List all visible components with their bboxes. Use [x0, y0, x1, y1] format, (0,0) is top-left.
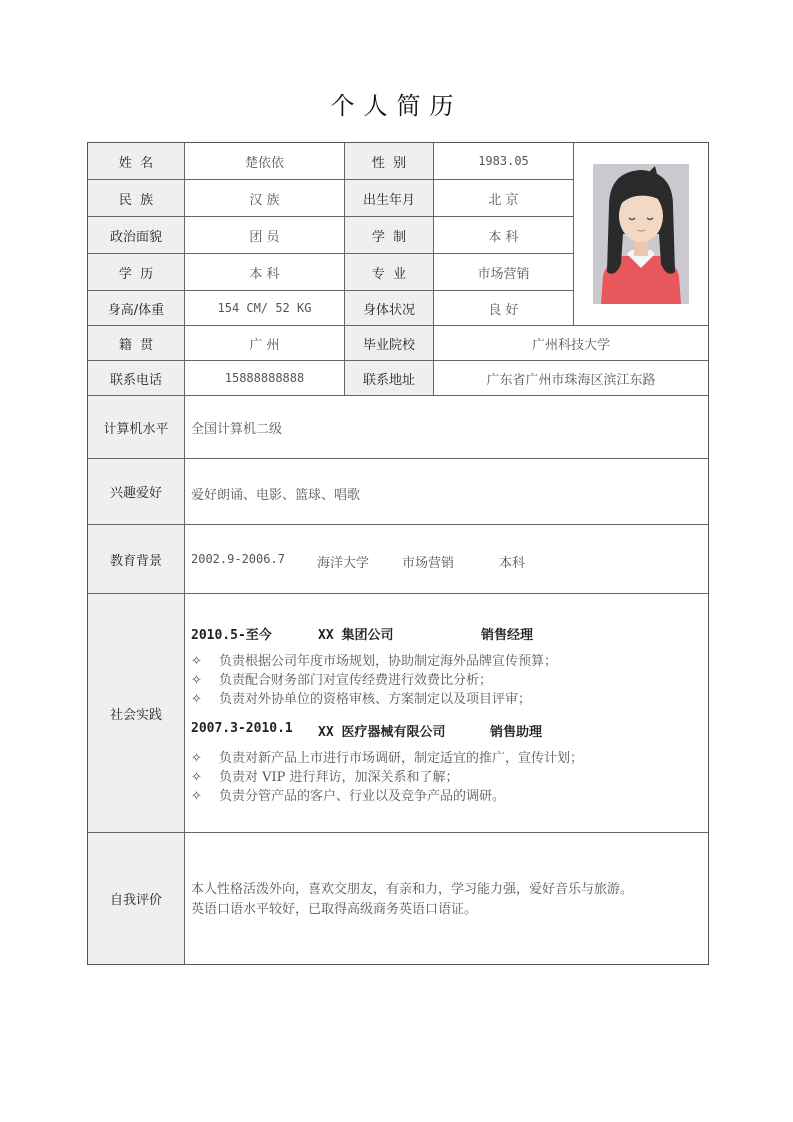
edu-label: 教育背景: [88, 525, 184, 593]
row-divider: [88, 458, 708, 459]
diamond-bullet-icon: ✧: [191, 692, 202, 707]
system-label: 学 制: [345, 217, 433, 253]
duty-item: ✧ 负责根据公司年度市场规划，协助制定海外品牌宣传预算；: [191, 654, 558, 669]
address-label: 联系地址: [345, 361, 433, 395]
row-divider: [88, 832, 708, 833]
education-label: 学 历: [88, 254, 184, 290]
address-value: 广东省广州市珠海区滨江东路: [486, 372, 656, 388]
job-title: 销售助理: [490, 725, 543, 740]
ethnicity-value: 汉 族: [249, 192, 280, 208]
edu-period: 2002.9-2006.7: [191, 552, 285, 566]
duty-item: ✧ 负责对 VIP 进行拜访，加深关系和了解；: [191, 770, 459, 785]
duty-item: ✧ 负责对外协单位的资格审核、方案制定以及项目评审；: [191, 692, 532, 707]
col-divider: [344, 143, 345, 395]
system-value: 本 科: [488, 229, 519, 245]
phone-value: 15888888888: [224, 371, 305, 385]
major-value: 市场营销: [477, 266, 530, 282]
practice-content: [191, 624, 701, 806]
school-value: 广州科技大学: [531, 337, 610, 353]
col-divider: [573, 143, 574, 325]
page-title: 个人简历: [330, 92, 463, 120]
row-divider: [88, 179, 574, 180]
job-header: [191, 721, 701, 739]
edu-school: 海洋大学: [317, 556, 370, 571]
gender-label: 性 别: [345, 143, 433, 179]
name-label: 姓 名: [88, 143, 184, 179]
phone-label: 联系电话: [88, 361, 184, 395]
politics-value: 团 员: [249, 229, 280, 245]
row-divider: [88, 395, 708, 396]
self-eval-line: 英语口语水平较好，已取得高级商务英语口语证。: [191, 902, 478, 917]
computer-label: 计算机水平: [88, 396, 184, 458]
height-label: 身高/体重: [88, 291, 184, 325]
edu-row: [191, 552, 691, 570]
native-value: 广 州: [249, 337, 280, 353]
health-label: 身体状况: [345, 291, 433, 325]
diamond-bullet-icon: ✧: [191, 751, 202, 766]
row-divider: [88, 325, 708, 326]
birth-value: 北 京: [488, 192, 519, 208]
ethnicity-label: 民 族: [88, 180, 184, 216]
computer-value: 全国计算机二级: [191, 422, 283, 437]
col-divider: [184, 143, 185, 964]
diamond-bullet-icon: ✧: [191, 673, 202, 688]
diamond-bullet-icon: ✧: [191, 770, 202, 785]
height-value: 154 CM/ 52 KG: [217, 301, 312, 315]
female-avatar-icon: [593, 164, 689, 304]
duty-item: ✧ 负责分管产品的客户、行业以及竞争产品的调研。: [191, 789, 506, 804]
politics-label: 政治面貌: [88, 217, 184, 253]
row-divider: [88, 360, 708, 361]
row-divider: [88, 216, 574, 217]
school-label: 毕业院校: [345, 326, 433, 360]
self-label: 自我评价: [88, 833, 184, 964]
job-company: XX 集团公司: [318, 628, 394, 643]
job-header: [191, 624, 701, 642]
hobby-value: 爱好朗诵、电影、篮球、唱歌: [191, 488, 361, 503]
row-divider: [88, 524, 708, 525]
self-eval-text: [191, 880, 703, 920]
education-value: 本 科: [249, 266, 280, 282]
edu-degree: 本科: [499, 556, 526, 571]
diamond-bullet-icon: ✧: [191, 654, 202, 669]
row-divider: [88, 290, 574, 291]
row-divider: [88, 253, 574, 254]
birth-label: 出生年月: [345, 180, 433, 216]
edu-major: 市场营销: [402, 556, 455, 571]
practice-label: 社会实践: [88, 594, 184, 832]
major-label: 专 业: [345, 254, 433, 290]
name-value: 楚依依: [244, 155, 284, 171]
avatar-illustration: [593, 164, 689, 304]
col-divider: [433, 143, 434, 395]
duty-item: ✧ 负责对新产品上市进行市场调研，制定适宜的推广，宣传计划；: [191, 751, 584, 766]
job-company: XX 医疗器械有限公司: [318, 725, 446, 740]
self-eval-line: 本人性格活泼外向，喜欢交朋友，有亲和力，学习能力强，爱好音乐与旅游。: [191, 882, 634, 897]
health-value: 良 好: [488, 302, 519, 318]
hobby-label: 兴趣爱好: [88, 459, 184, 524]
photo-cell: [574, 143, 708, 325]
duty-item: ✧ 负责配合财务部门对宣传经费进行效费比分析；: [191, 673, 493, 688]
diamond-bullet-icon: ✧: [191, 789, 202, 804]
job-period: 2007.3-2010.1: [191, 721, 293, 736]
job-period: 2010.5-至今: [191, 628, 272, 643]
native-label: 籍 贯: [88, 326, 184, 360]
job-title: 销售经理: [481, 628, 534, 643]
gender-value: 1983.05: [478, 154, 529, 168]
row-divider: [88, 593, 708, 594]
